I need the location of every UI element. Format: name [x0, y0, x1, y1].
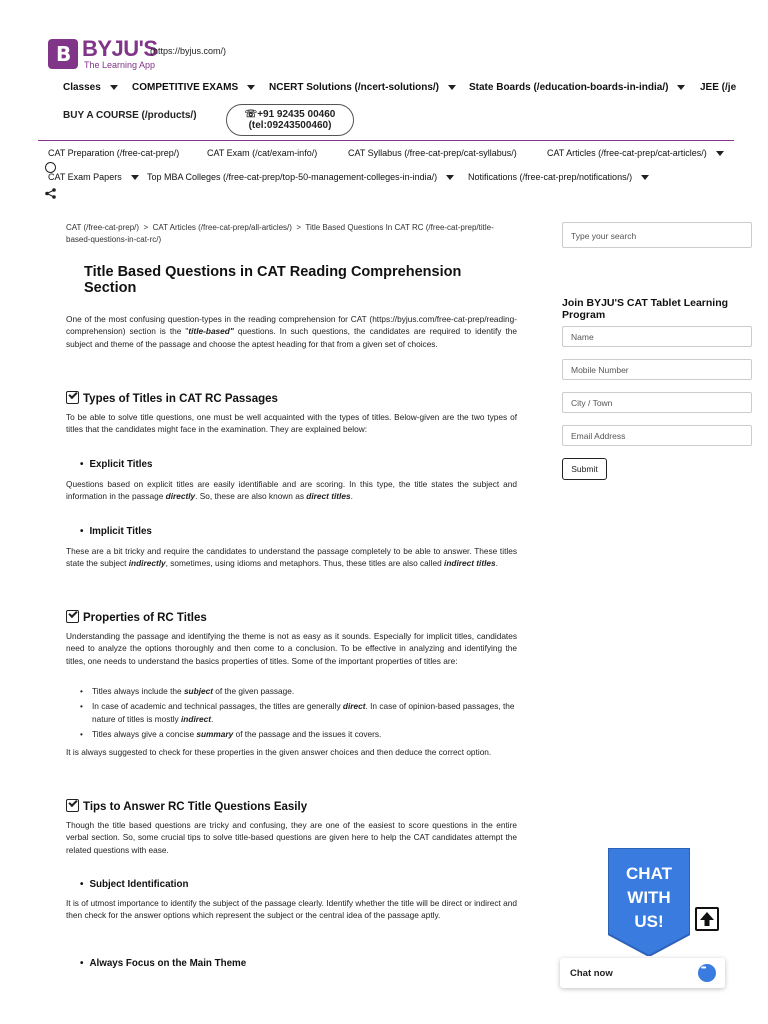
submit-button[interactable]: Submit: [562, 458, 607, 480]
share-icon[interactable]: [45, 188, 56, 202]
email-field[interactable]: Email Address: [562, 425, 752, 446]
name-field[interactable]: Name: [562, 326, 752, 347]
chevron-down-icon: [641, 175, 649, 180]
subnav-cat-exam[interactable]: CAT Exam (/cat/exam-info/): [207, 148, 318, 158]
properties-after-paragraph: It is always suggested to check for these properties in the given answer choices and then deduce the correct option.: [66, 747, 492, 757]
checkbox-checked-icon: [66, 610, 79, 623]
implicit-paragraph: These are a bit tricky and require the candidates to understand the passage completely to be able to answer. These titles state the subject indirectly, sometimes, using idioms and metaphors. Thus, these titles are also called indirect titles.: [66, 546, 517, 569]
list-item: • Titles always include the subject of the given passage.: [80, 685, 517, 697]
heading-implicit-titles: • Implicit Titles: [80, 526, 152, 537]
checkbox-checked-icon: [66, 391, 79, 404]
search-input[interactable]: Type your search: [562, 222, 752, 248]
checkbox-checked-icon: [66, 799, 79, 812]
logo-name[interactable]: BYJU'S: [82, 36, 158, 61]
subject-identification-paragraph: It is of utmost importance to identify the subject of the passage clearly. Identify whether the title will be direct or indirect and then check for the answer options which represent the subject or the central idea of the passage aptly.: [66, 898, 517, 921]
logo-link[interactable]: (https://byjus.com/): [150, 46, 227, 56]
chat-now-widget[interactable]: Chat now •••: [560, 958, 725, 988]
chevron-down-icon: [247, 85, 255, 90]
heading-properties: Properties of RC Titles: [66, 610, 207, 624]
nav-item-competitive-exams[interactable]: COMPETITIVE EXAMS: [132, 82, 255, 93]
nav-item-jee[interactable]: JEE (/je: [700, 82, 737, 93]
chat-with-us-banner[interactable]: CHAT WITH US!: [608, 848, 690, 956]
properties-list: [80, 685, 517, 743]
list-item: • In case of academic and technical passages, the titles are generally direct. In case of opinion-based passages, the nature of titles is mostly indirect.: [80, 700, 517, 725]
intro-paragraph: One of the most confusing question-types in the reading comprehension for CAT (https://byjus.com/free-cat-prep/reading-comprehension) section is the "title-based" questions. In such questions, the candidates are required to identify the subject and theme of the passage and choose the aptest heading for that from a given set of choices.: [66, 314, 517, 349]
properties-paragraph: Understanding the passage and identifying the theme is not as easy as it sounds. Especially for implicit titles, candidates need to analyze the options thoroughly and then come to a conclusion. To be effective in analyzing and identifying the titles, one needs to understand the basics properties of titles. Some of the important properties of titles are:: [66, 631, 517, 666]
scroll-to-top-button[interactable]: [695, 907, 719, 931]
logo-tagline: The Learning App: [84, 60, 156, 70]
chevron-down-icon: [677, 85, 685, 90]
heading-explicit-titles: • Explicit Titles: [80, 459, 152, 470]
heading-subject-identification: • Subject Identification: [80, 879, 189, 890]
form-title: Join BYJU'S CAT Tablet Learning Program: [562, 297, 729, 321]
subnav-cat-exam-papers[interactable]: CAT Exam Papers: [48, 172, 139, 182]
chevron-down-icon: [716, 151, 724, 156]
subnav-notifications[interactable]: Notifications (/free-cat-prep/notifications/): [468, 172, 649, 182]
heading-types-of-titles: Types of Titles in CAT RC Passages: [66, 391, 278, 405]
arrow-up-icon: [697, 909, 717, 929]
buy-course-link[interactable]: BUY A COURSE (/products/): [63, 110, 197, 121]
explicit-paragraph: Questions based on explicit titles are easily identifiable and are scoring. In this type, the title states the subject and information in the passage directly. So, these are also known as direct titles.: [66, 479, 517, 502]
city-field[interactable]: City / Town: [562, 392, 752, 413]
tips-paragraph: Though the title based questions are tricky and confusing, they are one of the easiest to score questions in the entire verbal section. So, some crucial tips to solve title-based questions are given here to help the CAT candidates attempt the related questions with ease.: [66, 820, 517, 855]
phone-button[interactable]: ☏+91 92435 00460 (tel:09243500460): [226, 104, 354, 136]
breadcrumb: CAT (/free-cat-prep/) > CAT Articles (/free-cat-prep/all-articles/) > Title Based Questions In CAT RC (/free-cat-prep/title-based-questions-in-cat-rc/): [66, 223, 494, 244]
types-paragraph: To be able to solve title questions, one must be well acquainted with the types of titles. Below-given are the two types of titles that the candidates might face in the examination. They are explained below:: [66, 412, 517, 435]
mobile-field[interactable]: Mobile Number: [562, 359, 752, 380]
subnav-cat-syllabus[interactable]: CAT Syllabus (/free-cat-prep/cat-syllabus/): [348, 148, 517, 158]
chevron-down-icon: [110, 85, 118, 90]
chevron-down-icon: [131, 175, 139, 180]
header-divider: [38, 140, 734, 141]
subnav-cat-articles[interactable]: CAT Articles (/free-cat-prep/cat-articles/): [547, 148, 724, 158]
list-item: • Titles always give a concise summary of the passage and the issues it covers.: [80, 728, 517, 740]
breadcrumb-cat[interactable]: CAT (/free-cat-prep/): [66, 223, 140, 232]
byjus-logo-icon[interactable]: B: [48, 39, 78, 69]
breadcrumb-current[interactable]: Title Based Questions In CAT RC (/free-cat-prep/title-based-questions-in-cat-rc/): [66, 223, 494, 244]
nav-item-ncert-solutions[interactable]: NCERT Solutions (/ncert-solutions/): [269, 82, 456, 93]
subnav-top-mba-colleges[interactable]: Top MBA Colleges (/free-cat-prep/top-50-management-colleges-in-india/): [147, 172, 454, 182]
nav-item-state-boards[interactable]: State Boards (/education-boards-in-india/): [469, 82, 685, 93]
page-title: Title Based Questions in CAT Reading Comprehension Section: [84, 264, 462, 296]
breadcrumb-cat-articles[interactable]: CAT Articles (/free-cat-prep/all-articles/): [152, 223, 292, 232]
heading-main-theme: • Always Focus on the Main Theme: [80, 958, 246, 969]
subnav-cat-preparation[interactable]: CAT Preparation (/free-cat-prep/): [48, 148, 180, 158]
nav-item-classes[interactable]: Classes: [63, 82, 118, 93]
chat-bubble-icon: [698, 964, 716, 982]
heading-tips: Tips to Answer RC Title Questions Easily: [66, 799, 307, 813]
phone-icon: ☏: [244, 109, 258, 120]
chevron-down-icon: [448, 85, 456, 90]
chevron-down-icon: [446, 175, 454, 180]
